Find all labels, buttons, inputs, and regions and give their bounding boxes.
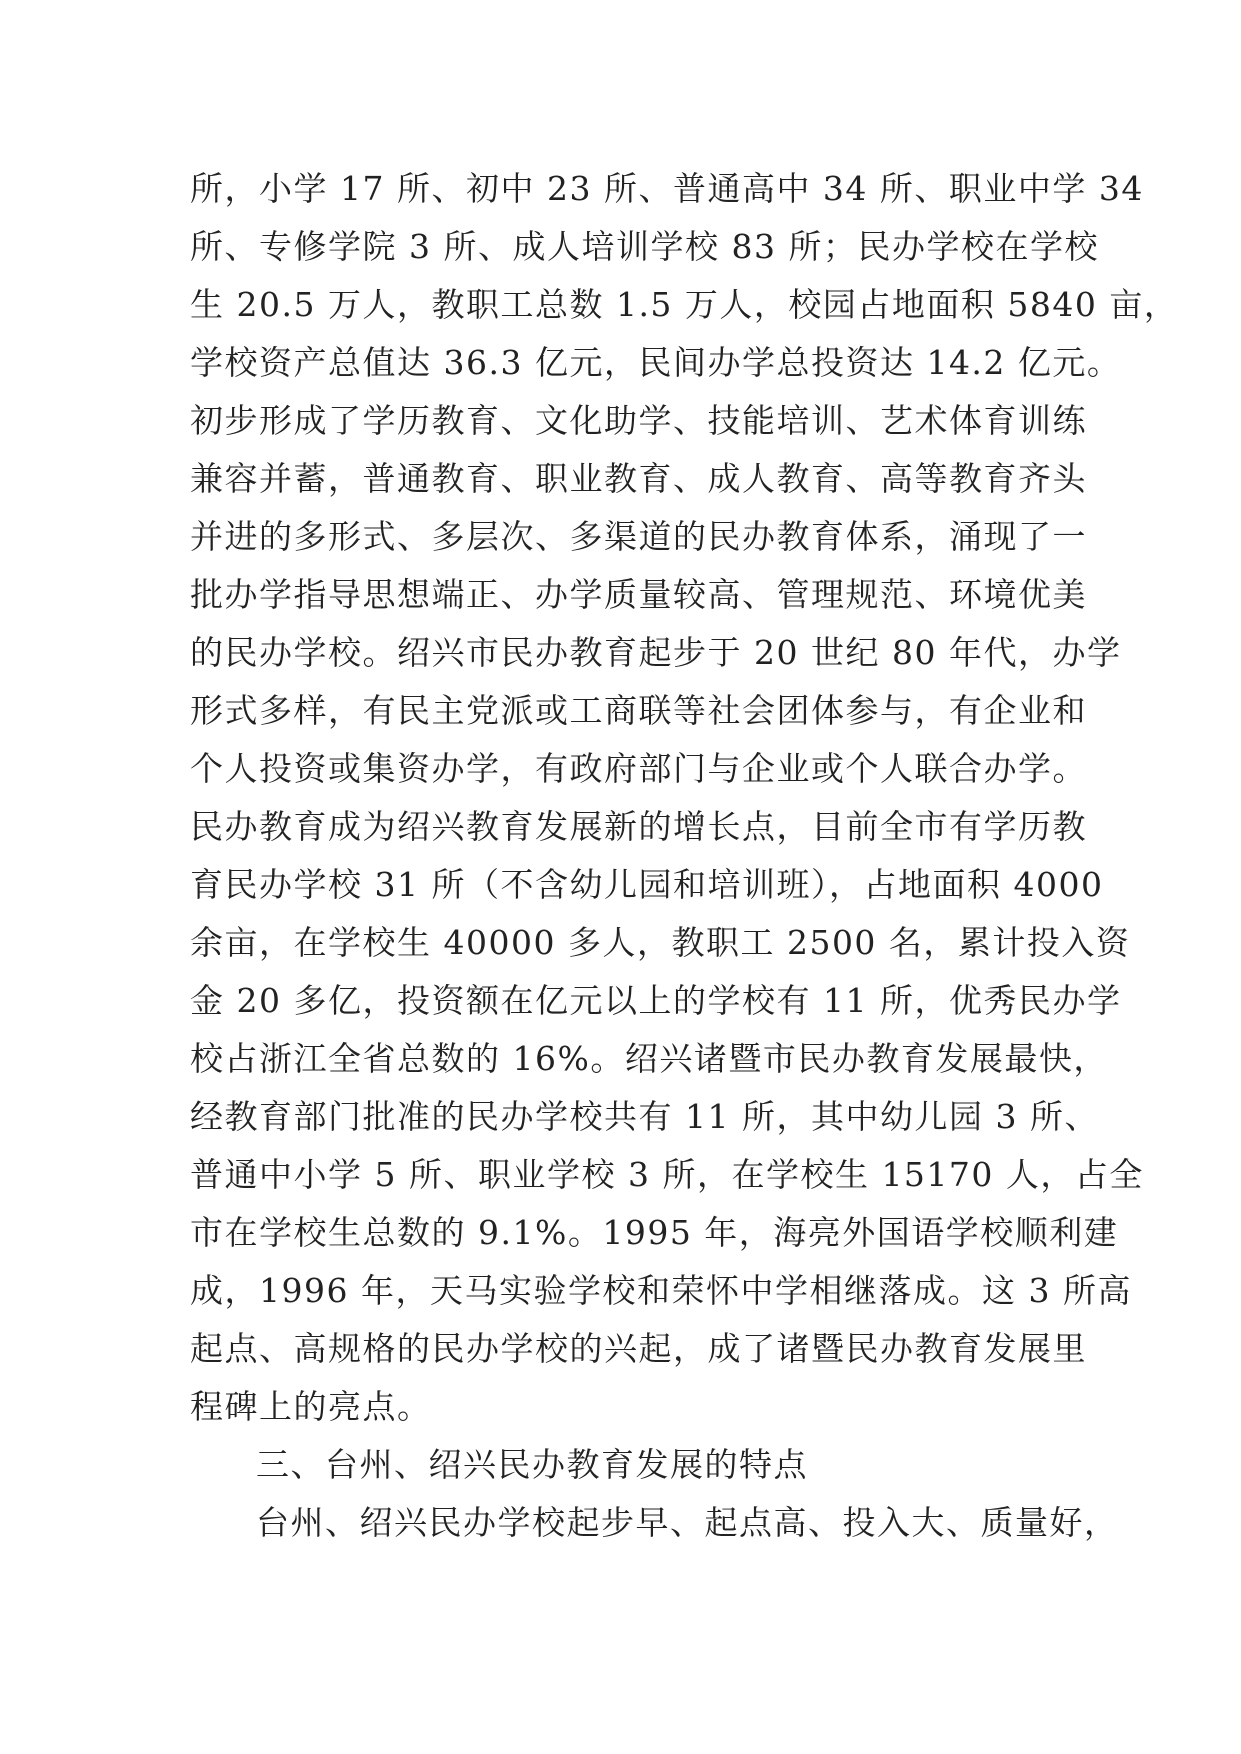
- body-line: 成，1996 年，天马实验学校和荣怀中学相继落成。这 3 所高: [190, 1271, 1132, 1310]
- body-line: 并进的多形式、多层次、多渠道的民办教育体系，涌现了一: [190, 517, 1087, 556]
- body-line: 金 20 多亿，投资额在亿元以上的学校有 11 所，优秀民办学: [190, 981, 1122, 1020]
- body-line: 余亩，在学校生 40000 多人，教职工 2500 名，累计投入资: [190, 923, 1131, 962]
- body-line: 形式多样，有民主党派或工商联等社会团体参与，有企业和: [190, 691, 1087, 730]
- body-line: 所、专修学院 3 所、成人培训学校 83 所；民办学校在学校: [190, 227, 1099, 266]
- body-line: 校占浙江全省总数的 16%。绍兴诸暨市民办教育发展最快，: [190, 1039, 1108, 1078]
- body-line: 学校资产总值达 36.3 亿元，民间办学总投资达 14.2 亿元。: [190, 343, 1122, 382]
- body-line: 经教育部门批准的民办学校共有 11 所，其中幼儿园 3 所、: [190, 1097, 1099, 1136]
- body-line: 育民办学校 31 所（不含幼儿园和培训班），占地面积 4000: [190, 865, 1104, 904]
- body-line: 程碑上的亮点。: [190, 1387, 432, 1426]
- body-line: 市在学校生总数的 9.1%。1995 年，海亮外国语学校顺利建: [190, 1213, 1119, 1252]
- body-line: 批办学指导思想端正、办学质量较高、管理规范、环境优美: [190, 575, 1087, 614]
- body-line: 初步形成了学历教育、文化助学、技能培训、艺术体育训练: [190, 401, 1087, 440]
- body-line: 起点、高规格的民办学校的兴起，成了诸暨民办教育发展里: [190, 1329, 1087, 1368]
- section-heading: 三、台州、绍兴民办教育发展的特点: [256, 1445, 808, 1484]
- body-line: 民办教育成为绍兴教育发展新的增长点，目前全市有学历教: [190, 807, 1087, 846]
- body-line: 普通中小学 5 所、职业学校 3 所，在学校生 15170 人，占全: [190, 1155, 1144, 1194]
- body-line: 台州、绍兴民办学校起步早、起点高、投入大、质量好，: [256, 1503, 1119, 1542]
- body-line: 所，小学 17 所、初中 23 所、普通高中 34 所、职业中学 34: [190, 169, 1144, 208]
- body-line: 兼容并蓄，普通教育、职业教育、成人教育、高等教育齐头: [190, 459, 1087, 498]
- body-line: 生 20.5 万人，教职工总数 1.5 万人，校园占地面积 5840 亩，: [190, 285, 1179, 324]
- body-line: 的民办学校。绍兴市民办教育起步于 20 世纪 80 年代，办学: [190, 633, 1122, 672]
- body-line: 个人投资或集资办学，有政府部门与企业或个人联合办学。: [190, 749, 1087, 788]
